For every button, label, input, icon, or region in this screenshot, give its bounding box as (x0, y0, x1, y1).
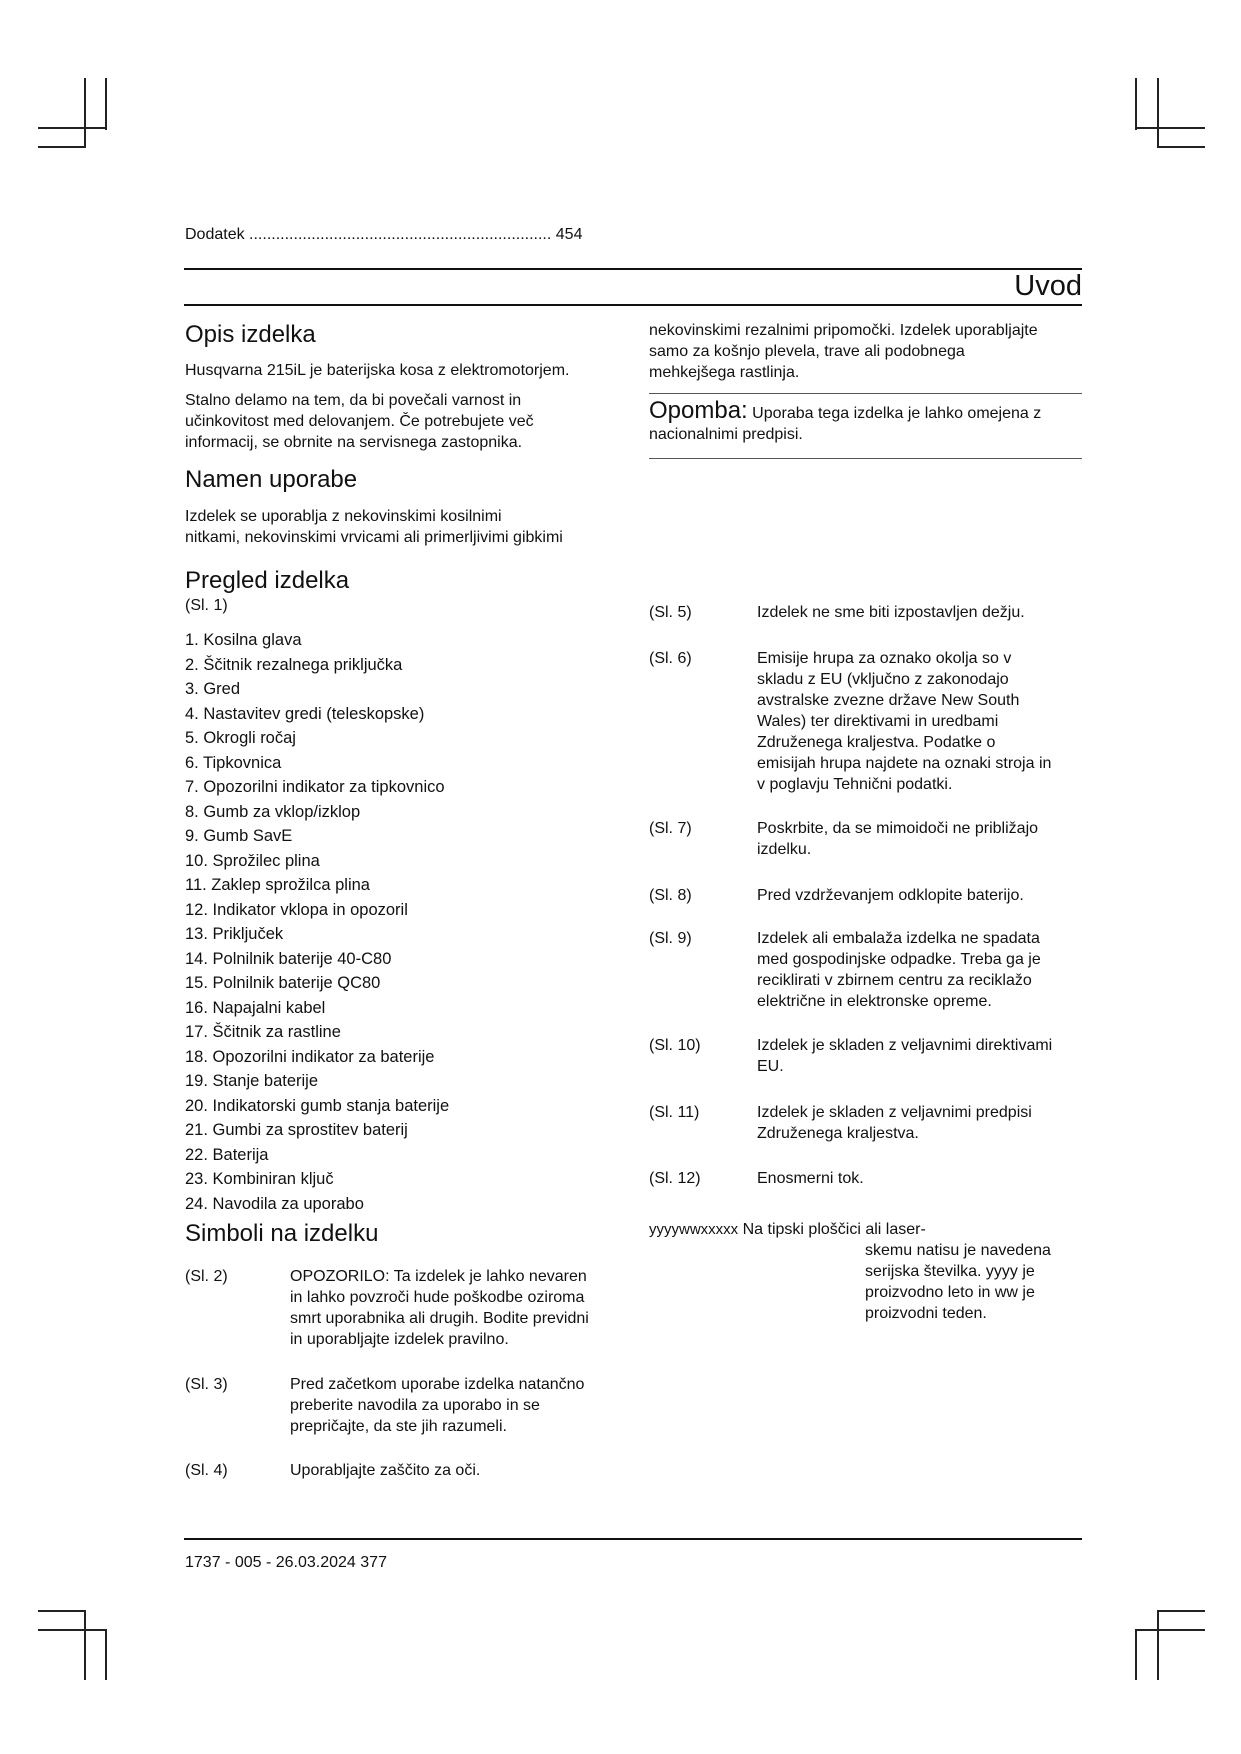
crop-mark (1135, 1629, 1205, 1631)
list-item: 12. Indikator vklopa in opozoril (185, 900, 408, 919)
list-item: 18. Opozorilni indikator za baterije (185, 1047, 435, 1066)
title-rule-bottom (184, 304, 1082, 306)
crop-mark (38, 146, 86, 148)
crop-mark (38, 127, 106, 129)
toc-entry: Dodatek .................................................................... 454 (185, 226, 583, 243)
opis-p2: Stalno delamo na tem, da bi povečali varnost in učinkovitost med delovanjem. Če potrebujete več informacij, se obrnite na servisnega zastopnika. (185, 392, 534, 451)
footer-rule (184, 1538, 1082, 1540)
heading-namen: Namen uporabe (185, 466, 358, 493)
crop-mark (1157, 78, 1159, 148)
heading-simboli: Simboli na izdelku (185, 1220, 379, 1247)
list-item: 2. Ščitnik rezalnega priključka (185, 655, 403, 674)
opis-p1: Husqvarna 215iL je baterijska kosa z elektromotorjem. (185, 362, 570, 379)
list-item: 24. Navodila za uporabo (185, 1194, 364, 1213)
list-item: 4. Nastavitev gredi (teleskopske) (185, 704, 425, 723)
note-rule-bottom (649, 458, 1082, 459)
note-rule-top (649, 393, 1082, 394)
serial-code: yyyywwxxxxx (649, 1221, 739, 1238)
section-title: Uvod (1014, 270, 1082, 302)
list-item: 20. Indikatorski gumb stanja baterije (185, 1096, 450, 1115)
serial-number-entry: yyyywwxxxxx Na tipski ploščici ali laser- skemu natisu je navedena serijska številka. yyyy je proizvodno leto in ww je proizvodni teden. (649, 1221, 1051, 1322)
crop-mark (38, 1610, 86, 1612)
crop-mark (1157, 1610, 1159, 1680)
namen-text-right: nekovinskimi rezalnimi pripomočki. Izdelek uporabljajte samo za košnjo plevela, trave ali podobnega mehkejšega rastlinja. (649, 322, 1038, 381)
parts-list (185, 628, 449, 1216)
pregled-ref: (Sl. 1) (185, 597, 228, 614)
crop-mark (105, 78, 107, 130)
heading-pregled: Pregled izdelka (185, 567, 350, 594)
crop-mark (1157, 146, 1205, 148)
list-item: 13. Priključek (185, 925, 284, 943)
list-item: 8. Gumb za vklop/izklop (185, 802, 361, 821)
crop-mark (105, 1629, 107, 1680)
list-item: 10. Sprožilec plina (185, 851, 320, 870)
list-item: 15. Polnilnik baterije QC80 (185, 974, 381, 992)
list-item: 22. Baterija (185, 1145, 269, 1164)
list-item: 21. Gumbi za sprostitev baterij (185, 1121, 408, 1139)
crop-mark (1157, 1610, 1205, 1612)
list-item: 17. Ščitnik za rastline (185, 1023, 341, 1041)
crop-mark (38, 1629, 106, 1631)
heading-opis: Opis izdelka (185, 321, 316, 348)
list-item: 1. Kosilna glava (185, 631, 302, 649)
note-label: Opomba: (649, 397, 748, 424)
list-item: 23. Kombiniran ključ (185, 1170, 334, 1188)
footer: 1737 - 005 - 26.03.2024 377 (185, 1554, 387, 1571)
crop-mark (84, 1610, 86, 1680)
namen-text-left: Izdelek se uporablja z nekovinskimi kosilnimi nitkami, nekovinskimi vrvicami ali primerljivimi gibkimi (185, 508, 563, 546)
list-item: 3. Gred (185, 680, 241, 698)
crop-mark (1135, 127, 1205, 129)
crop-mark (1135, 78, 1137, 130)
list-item: 11. Zaklep sprožilca plina (185, 876, 370, 894)
list-item: 6. Tipkovnica (185, 753, 282, 772)
crop-mark (84, 78, 86, 148)
page-number: 377 (360, 1554, 387, 1571)
list-item: 7. Opozorilni indikator za tipkovnico (185, 778, 445, 796)
list-item: 14. Polnilnik baterije 40-C80 (185, 949, 392, 968)
list-item: 5. Okrogli ročaj (185, 729, 296, 747)
note-box: Opomba: Uporaba tega izdelka je lahko omejena z nacionalnimi predpisi. (649, 397, 1042, 443)
list-item: 19. Stanje baterije (185, 1072, 319, 1090)
crop-mark (1135, 1629, 1137, 1680)
list-item: 16. Napajalni kabel (185, 998, 326, 1017)
list-item: 9. Gumb SavE (185, 827, 293, 845)
